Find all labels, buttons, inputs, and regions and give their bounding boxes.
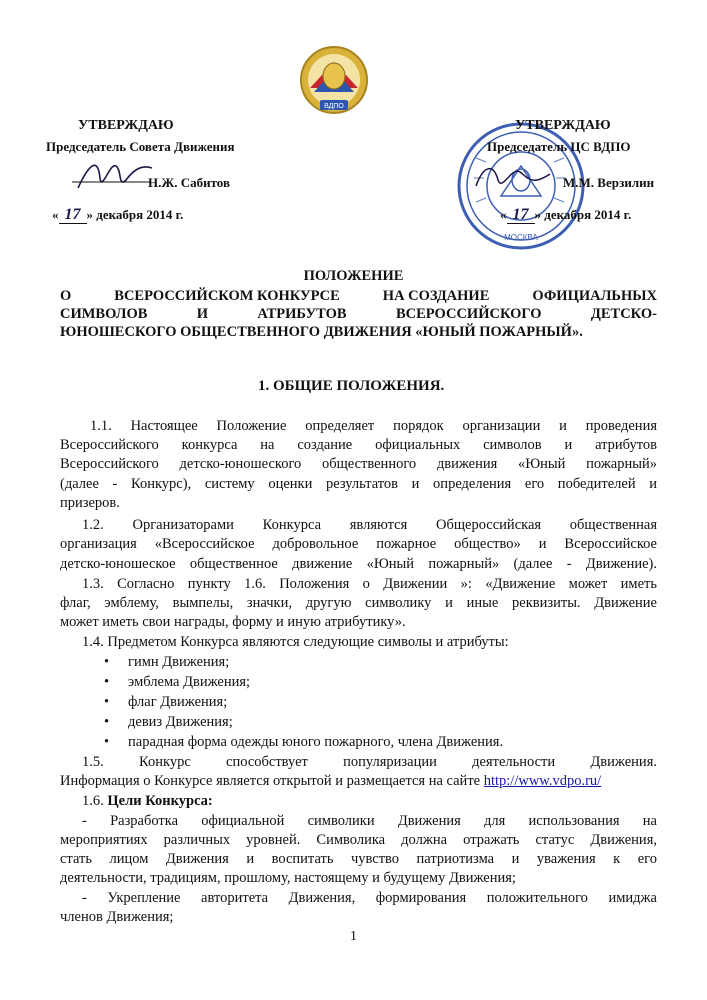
approve-right-date-rest: декабря 2014 г.: [544, 207, 632, 222]
paragraph-line: 1.3. Согласно пункту 1.6. Положения о Движении »: «Движение может иметь: [82, 576, 657, 592]
paragraph-line: деятельности, традициям, прошлому, настоящему и будущему Движения;: [60, 870, 516, 886]
approve-right-day: 17: [507, 206, 535, 224]
list-item-text: флаг Движения;: [128, 694, 228, 710]
stamp-text: МОСКВА: [504, 233, 538, 242]
title-word: ДЕТСКО-: [590, 306, 657, 322]
approve-left-name: Н.Ж. Сабитов: [148, 175, 231, 190]
section-heading: 1. ОБЩИЕ ПОЛОЖЕНИЯ.: [258, 378, 445, 394]
list-item: • эмблема Движения;: [104, 674, 251, 690]
paragraph-line: - Укрепление авторитета Движения, формирования положительного имиджа: [82, 890, 657, 906]
paragraph-line: флаг, эмблему, вымпелы, значки, другую символику и иные реквизиты. Движение: [60, 595, 657, 611]
signature-right: [470, 156, 560, 196]
quote-open: «: [52, 207, 59, 222]
paragraph-line: 1.5. Конкурс способствует популяризации деятельности Движения.: [82, 754, 657, 770]
paragraph-line: мероприятиях различных уровней. Символика должна отражать статус Движения,: [60, 832, 657, 848]
paragraph-line: может иметь свои награды, форму и иную атрибутику».: [60, 614, 406, 630]
list-item-text: парадная форма одежды юного пожарного, члена Движения.: [128, 734, 504, 750]
goals-heading: [82, 793, 213, 810]
paragraph-line: 1.4. Предметом Конкурса являются следующие символы и атрибуты:: [82, 634, 509, 650]
title-word: ОФИЦИАЛЬНЫХ: [532, 288, 657, 304]
list-item: • флаг Движения;: [104, 694, 228, 710]
approve-left-heading: УТВЕРЖДАЮ: [78, 118, 174, 133]
quote-close: »: [534, 207, 541, 222]
title-word: СИМВОЛОВ: [60, 306, 148, 322]
approve-right-name: М.М. Верзилин: [563, 175, 655, 190]
quote-close: »: [86, 207, 93, 222]
paragraph-line: Всероссийского детско-юношеского общественного движения «Юный пожарный»: [60, 456, 657, 472]
paragraph-line: (далее - Конкурс), систему оценки результатов и определения его победителей и: [60, 476, 657, 492]
vdpo-website-link[interactable]: http://www.vdpo.ru/: [483, 773, 602, 789]
approve-left-position: Председатель Совета Движения: [46, 139, 235, 154]
paragraph-line: - Разработка официальной символики Движения для использования на: [82, 813, 657, 829]
approve-left-date: [52, 206, 183, 224]
list-item-text: эмблема Движения;: [128, 674, 251, 690]
list-item: • гимн Движения;: [104, 654, 230, 670]
list-item-text: гимн Движения;: [128, 654, 230, 670]
approve-right-date: [500, 206, 631, 224]
title-word: АТРИБУТОВ: [257, 306, 347, 322]
paragraph-line: организация «Всероссийское добровольное пожарное общество» и Всероссийское: [60, 536, 657, 552]
list-item: • парадная форма одежды юного пожарного, члена Движения.: [104, 734, 504, 750]
page-number: 1: [350, 929, 357, 944]
title-word: И: [196, 306, 209, 322]
paragraph-line: призеров.: [60, 495, 120, 511]
paragraph-line: 1.2. Организаторами Конкурса являются Общероссийская общественная: [82, 517, 657, 533]
paragraph-text: Информация о Конкурсе является открытой и размещается на сайте: [60, 773, 481, 789]
paragraph-line: Всероссийского конкурса на создание официальных символов и атрибутов: [60, 437, 657, 453]
title-line-4: ЮНОШЕСКОГО ОБЩЕСТВЕННОГО ДВИЖЕНИЯ «ЮНЫЙ ПОЖАРНЫЙ».: [60, 324, 583, 340]
list-item: • девиз Движения;: [104, 714, 233, 730]
document-title: ПОЛОЖЕНИЕ: [303, 268, 404, 284]
title-line-2: [60, 288, 657, 305]
approve-right-heading: УТВЕРЖДАЮ: [515, 118, 611, 133]
list-item-text: девиз Движения;: [128, 714, 233, 730]
quote-open: «: [500, 207, 507, 222]
vdpo-emblem-icon: [296, 40, 372, 122]
paragraph-line: детско-юношеское общественное движение «Юный пожарный» (далее - Движение).: [60, 556, 657, 572]
title-line-3: [60, 306, 657, 323]
goals-number: 1.6.: [82, 793, 104, 809]
signature-left: [70, 152, 160, 196]
approve-right-position: Председатель ЦС ВДПО: [487, 139, 631, 154]
title-word: О: [60, 288, 72, 304]
emblem-text: ВДПО: [324, 103, 344, 110]
title-word: НА СОЗДАНИЕ: [382, 288, 490, 304]
paragraph-line: [60, 773, 601, 790]
paragraph-line: стать лицом Движения и воспитать чувство патриотизма и уважения к его: [60, 851, 657, 867]
paragraph-line: 1.1. Настоящее Положение определяет порядок организации и проведения: [90, 418, 657, 434]
approve-left-date-rest: декабря 2014 г.: [96, 207, 184, 222]
goals-title: Цели Конкурса:: [107, 793, 213, 809]
title-word: ВСЕРОССИЙСКОГО: [395, 306, 542, 322]
title-word: ВСЕРОССИЙСКОМ КОНКУРСЕ: [114, 288, 340, 304]
approve-left-day: 17: [59, 206, 87, 224]
paragraph-line: членов Движения;: [60, 909, 174, 925]
